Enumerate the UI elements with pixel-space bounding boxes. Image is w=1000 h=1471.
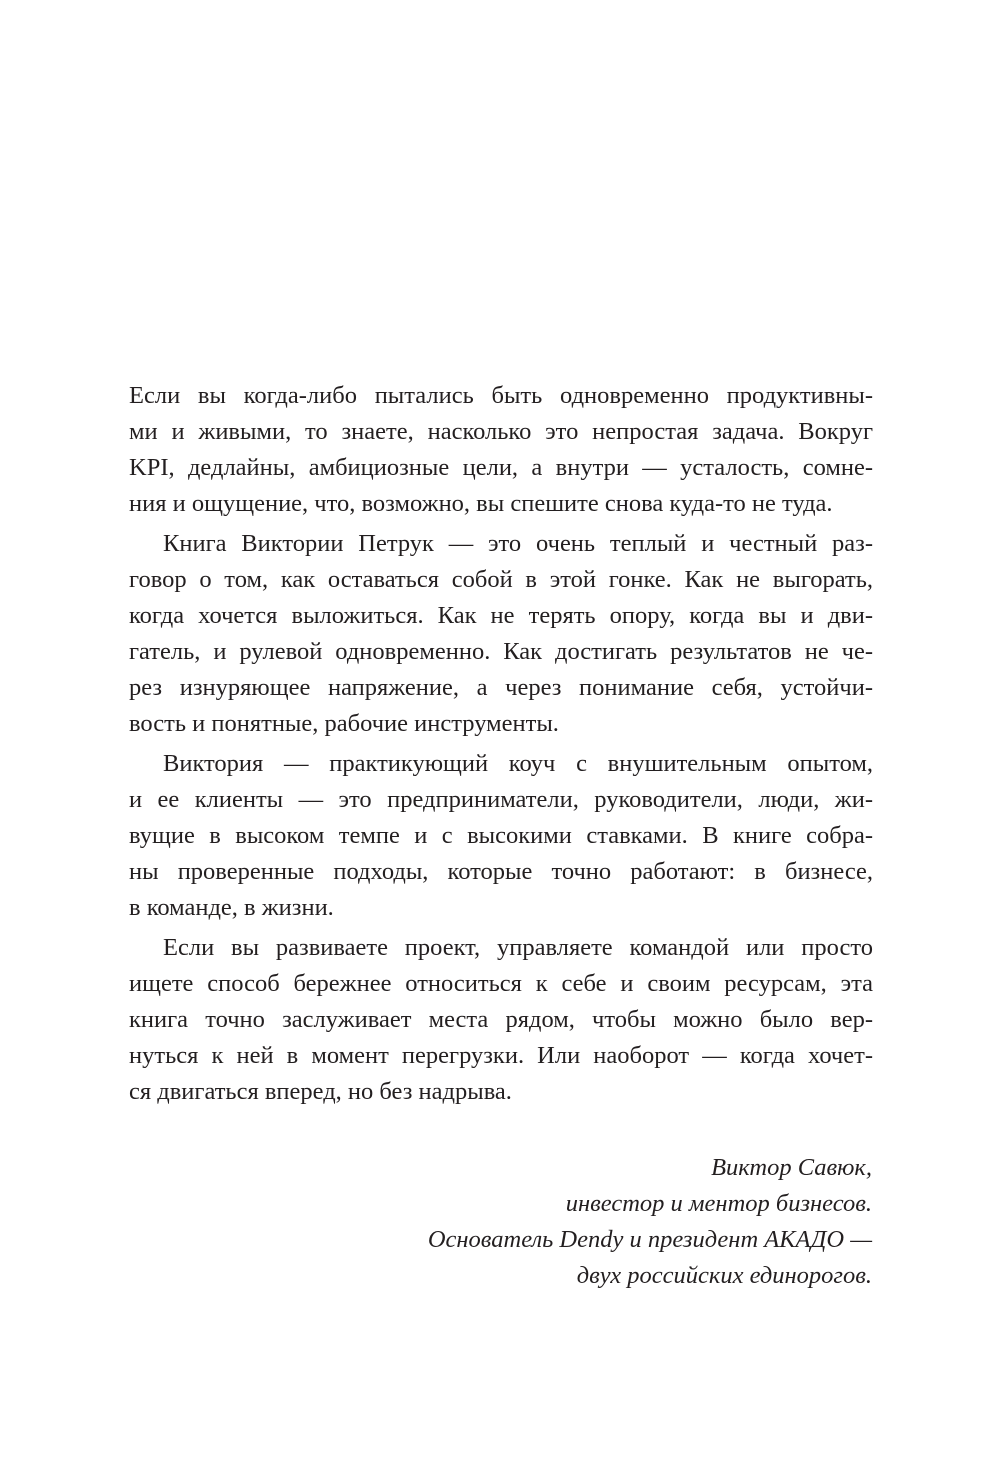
signature-title: инвестор и ментор бизнесов.: [565, 1190, 872, 1217]
text-line: нуться к ней в момент перегрузки. Или наоборот — когда хочет-: [129, 1042, 873, 1069]
text-line: Книга Виктории Петрук — это очень теплый и честный раз-: [163, 530, 873, 557]
signature-name: Виктор Савюк,: [711, 1154, 872, 1181]
text-line: говор о том, как оставаться собой в этой гонке. Как не выгорать,: [129, 566, 873, 593]
paragraph-3: [129, 746, 873, 926]
main-text: [129, 378, 873, 1110]
text-line: KPI, дедлайны, амбициозные цели, а внутри — усталость, сомне-: [129, 454, 873, 481]
paragraph-4: [129, 930, 873, 1110]
text-line: рез изнуряющее напряжение, а через понимание себя, устойчи-: [129, 674, 873, 701]
text-line: гатель, и рулевой одновременно. Как достигать результатов не че-: [129, 638, 873, 665]
text-line: ми и живыми, то знаете, насколько это непростая задача. Вокруг: [129, 418, 873, 445]
paragraph-1: [129, 378, 873, 522]
text-line: ся двигаться вперед, но без надрыва.: [129, 1078, 512, 1105]
signature-role-continued: двух российских единорогов.: [576, 1262, 872, 1289]
paragraph-2: [129, 526, 873, 742]
signature-block: [272, 1150, 872, 1294]
text-line: ния и ощущение, что, возможно, вы спешите снова куда-то не туда.: [129, 490, 833, 517]
text-line: вость и понятные, рабочие инструменты.: [129, 710, 559, 737]
text-line: Если вы развиваете проект, управляете командой или просто: [163, 934, 873, 961]
text-line: когда хочется выложиться. Как не терять опору, когда вы и дви-: [129, 602, 873, 629]
signature-role: Основатель Dendy и президент АКАДО —: [427, 1226, 872, 1253]
text-line: в команде, в жизни.: [129, 894, 334, 921]
text-line: книга точно заслуживает места рядом, чтобы можно было вер-: [129, 1006, 873, 1033]
text-line: вущие в высоком темпе и с высокими ставками. В книге собра-: [129, 822, 873, 849]
text-line: Виктория — практикующий коуч с внушительным опытом,: [163, 750, 873, 777]
text-line: и ее клиенты — это предприниматели, руководители, люди, жи-: [129, 786, 873, 813]
text-line: ны проверенные подходы, которые точно работают: в бизнесе,: [129, 858, 873, 885]
text-line: Если вы когда-либо пытались быть одновременно продуктивны-: [129, 382, 873, 409]
text-line: ищете способ бережнее относиться к себе и своим ресурсам, эта: [129, 970, 873, 997]
